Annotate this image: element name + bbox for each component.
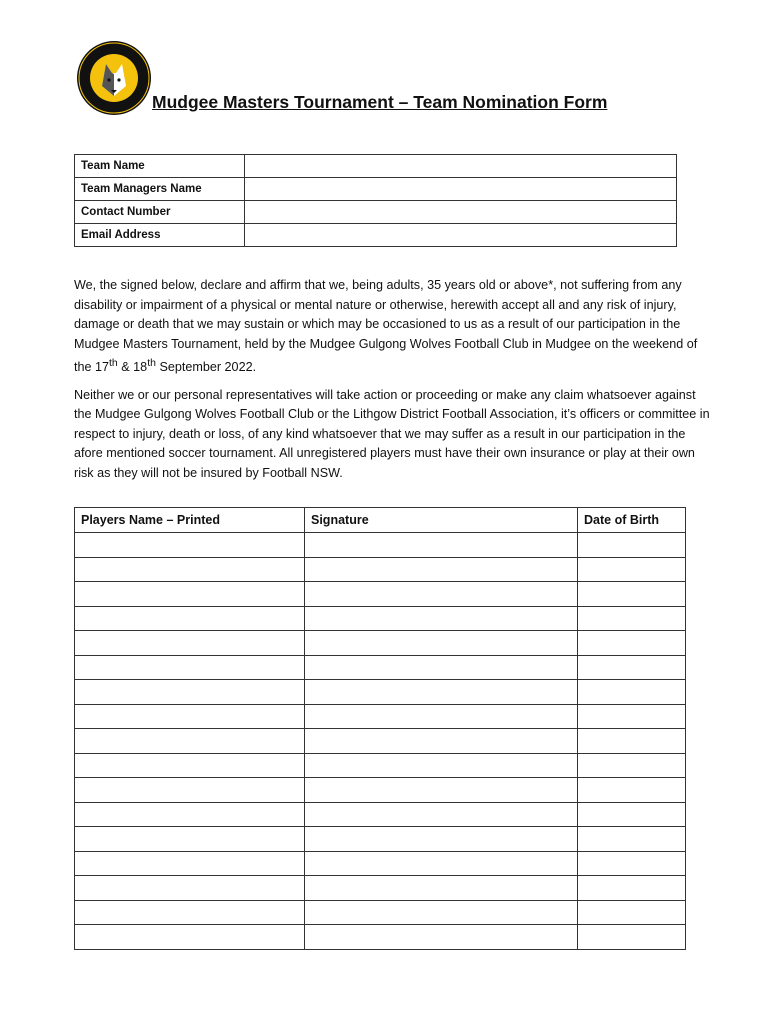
date-of-birth-cell[interactable] — [578, 778, 686, 803]
player-name-cell[interactable] — [75, 729, 305, 754]
contact-number-label: Contact Number — [75, 201, 245, 224]
player-row — [75, 582, 686, 607]
signature-cell[interactable] — [305, 533, 578, 558]
signature-cell[interactable] — [305, 655, 578, 680]
player-row — [75, 851, 686, 876]
player-row — [75, 680, 686, 705]
club-logo — [76, 40, 152, 116]
email-address-label: Email Address — [75, 224, 245, 247]
player-row — [75, 778, 686, 803]
player-name-cell[interactable] — [75, 557, 305, 582]
signature-cell[interactable] — [305, 606, 578, 631]
player-name-cell[interactable] — [75, 533, 305, 558]
team-info-row — [75, 224, 677, 247]
player-name-cell[interactable] — [75, 900, 305, 925]
signature-cell[interactable] — [305, 704, 578, 729]
date-of-birth-cell[interactable] — [578, 631, 686, 656]
team-info-table — [74, 154, 677, 247]
player-row — [75, 606, 686, 631]
player-name-cell[interactable] — [75, 655, 305, 680]
team-info-row — [75, 155, 677, 178]
date-of-birth-cell[interactable] — [578, 925, 686, 950]
date-of-birth-cell[interactable] — [578, 900, 686, 925]
signature-cell[interactable] — [305, 900, 578, 925]
player-row — [75, 729, 686, 754]
player-row — [75, 900, 686, 925]
date-of-birth-cell[interactable] — [578, 704, 686, 729]
signature-header: Signature — [305, 508, 578, 533]
player-row — [75, 655, 686, 680]
date-of-birth-cell[interactable] — [578, 753, 686, 778]
player-name-cell[interactable] — [75, 606, 305, 631]
date-of-birth-cell[interactable] — [578, 851, 686, 876]
declaration-paragraph-2: Neither we or our personal representatives will take action or proceeding or make any claim whatsoever against the Mudgee Gulgong Wolves Football Club or the Lithgow District Football Association, it’s officers or committee in respect to injury, death or loss, of any kind whatsoever that we may suffer as a result in our participation in the afore mentioned soccer tournament. All unregistered players must have their own insurance or play at their own risk as they will not be insured by Football NSW. — [74, 387, 710, 480]
players-table — [74, 507, 686, 950]
date-of-birth-cell[interactable] — [578, 533, 686, 558]
player-name-cell[interactable] — [75, 778, 305, 803]
date-of-birth-cell[interactable] — [578, 582, 686, 607]
player-row — [75, 557, 686, 582]
team-managers-name-label: Team Managers Name — [75, 178, 245, 201]
signature-cell[interactable] — [305, 582, 578, 607]
player-name-cell[interactable] — [75, 704, 305, 729]
declaration-paragraph-1: We, the signed below, declare and affirm that we, being adults, 35 years old or above*, not suffering from any disability or impairment of a physical or mental nature or otherwise, herewith accept all and any risk of injury, damage or death that we may sustain or which may be occasioned to us as a result of our participation in the Mudgee Masters Tournament, held by the Mudgee Gulgong Wolves Football Club in Mudgee on the weekend of the 17th & 18th September 2022. — [74, 278, 698, 375]
form-title: Mudgee Masters Tournament – Team Nomination Form — [152, 92, 608, 112]
team-name-label: Team Name — [75, 155, 245, 178]
date-of-birth-header: Date of Birth — [578, 508, 686, 533]
player-row — [75, 827, 686, 852]
signature-cell[interactable] — [305, 851, 578, 876]
player-name-cell[interactable] — [75, 851, 305, 876]
player-row — [75, 802, 686, 827]
date-of-birth-cell[interactable] — [578, 557, 686, 582]
signature-cell[interactable] — [305, 729, 578, 754]
contact-number-field[interactable] — [245, 201, 677, 224]
signature-cell[interactable] — [305, 827, 578, 852]
players-name-header: Players Name – Printed — [75, 508, 305, 533]
players-table-body — [75, 533, 686, 950]
team-info-row — [75, 178, 677, 201]
date-of-birth-cell[interactable] — [578, 876, 686, 901]
signature-cell[interactable] — [305, 778, 578, 803]
date-of-birth-cell[interactable] — [578, 729, 686, 754]
signature-cell[interactable] — [305, 753, 578, 778]
player-row — [75, 876, 686, 901]
player-row — [75, 631, 686, 656]
date-of-birth-cell[interactable] — [578, 655, 686, 680]
team-managers-name-field[interactable] — [245, 178, 677, 201]
date-of-birth-cell[interactable] — [578, 680, 686, 705]
player-name-cell[interactable] — [75, 582, 305, 607]
player-row — [75, 704, 686, 729]
signature-cell[interactable] — [305, 802, 578, 827]
player-row — [75, 753, 686, 778]
players-table-header-row — [75, 508, 686, 533]
signature-cell[interactable] — [305, 680, 578, 705]
player-name-cell[interactable] — [75, 925, 305, 950]
player-name-cell[interactable] — [75, 753, 305, 778]
signature-cell[interactable] — [305, 925, 578, 950]
email-address-field[interactable] — [245, 224, 677, 247]
player-name-cell[interactable] — [75, 827, 305, 852]
date-of-birth-cell[interactable] — [578, 827, 686, 852]
player-row — [75, 925, 686, 950]
team-name-field[interactable] — [245, 155, 677, 178]
team-info-row — [75, 201, 677, 224]
signature-cell[interactable] — [305, 876, 578, 901]
player-name-cell[interactable] — [75, 680, 305, 705]
declaration-text — [74, 276, 714, 491]
player-name-cell[interactable] — [75, 631, 305, 656]
signature-cell[interactable] — [305, 557, 578, 582]
player-row — [75, 533, 686, 558]
player-name-cell[interactable] — [75, 876, 305, 901]
date-of-birth-cell[interactable] — [578, 606, 686, 631]
signature-cell[interactable] — [305, 631, 578, 656]
player-name-cell[interactable] — [75, 802, 305, 827]
date-of-birth-cell[interactable] — [578, 802, 686, 827]
